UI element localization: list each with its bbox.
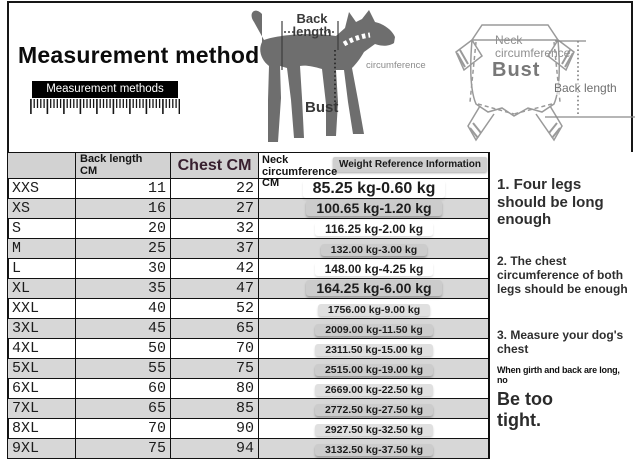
note-chest-circumference: 2. The chest circumference of both legs should be enough (497, 254, 628, 296)
garment-outline-icon (450, 4, 635, 150)
garment-neck-label-line2: circumference (495, 46, 571, 60)
weight-value: 132.00 kg-3.00 kg (321, 244, 427, 256)
size-cell: 7XL (8, 399, 76, 419)
table-row (8, 179, 490, 199)
back-length-cell: 40 (76, 299, 171, 319)
back-length-cell: 30 (76, 259, 171, 279)
dog-back-label-line1: Back (296, 11, 328, 26)
size-cell: XS (8, 199, 76, 219)
size-cell: XXS (8, 179, 76, 199)
chest-cell: 52 (171, 299, 259, 319)
table-row (8, 319, 490, 339)
size-cell: XL (8, 279, 76, 299)
chest-cell: 22 (171, 179, 259, 199)
weight-cell (259, 199, 490, 219)
note-measure-chest: 3. Measure your dog's chest (497, 328, 624, 357)
table-row (8, 279, 490, 299)
size-cell: S (8, 219, 76, 239)
table-row (8, 239, 490, 259)
weight-cell (259, 339, 490, 359)
weight-value: 85.25 kg-0.60 kg (303, 180, 446, 198)
back-length-cell: 50 (76, 339, 171, 359)
weight-cell (259, 239, 490, 259)
neck-header-line1: Neck (262, 154, 289, 166)
weight-cell (259, 419, 490, 439)
dog-neck-circumference-label: circumference (366, 60, 426, 71)
weight-value: 164.25 kg-6.00 kg (306, 280, 441, 296)
table-row (8, 199, 490, 219)
chest-cell: 70 (171, 339, 259, 359)
chest-cell: 80 (171, 379, 259, 399)
weight-cell (259, 259, 490, 279)
dog-bust-label: Bust (305, 99, 339, 116)
chest-cell: 32 (171, 219, 259, 239)
chest-cell: 47 (171, 279, 259, 299)
size-cell: XXL (8, 299, 76, 319)
table-row (8, 439, 490, 459)
size-cell: 9XL (8, 439, 76, 459)
back-length-cell: 60 (76, 379, 171, 399)
back-length-cell: 11 (76, 179, 171, 199)
garment-bust-label: Bust (492, 59, 541, 81)
back-length-cell: 35 (76, 279, 171, 299)
chest-cell: 37 (171, 239, 259, 259)
neck-circumference-column-header (262, 155, 338, 190)
table-header-row (8, 153, 490, 179)
size-column-header (8, 153, 76, 179)
table-row (8, 399, 490, 419)
back-length-cell: 25 (76, 239, 171, 259)
measurement-methods-badge: Measurement methods (32, 81, 178, 98)
fitting-notes-panel (488, 152, 633, 458)
weight-cell (259, 219, 490, 239)
garment-back-length-label: Back length (554, 81, 617, 95)
dog-back-length-label (283, 12, 341, 38)
weight-value: 100.65 kg-1.20 kg (306, 200, 441, 216)
weight-cell (259, 379, 490, 399)
page-title: Measurement method (18, 42, 260, 68)
back-length-cell: 55 (76, 359, 171, 379)
back-length-header-line2: CM (80, 164, 98, 177)
chest-column-header: Chest CM (171, 153, 259, 179)
table-row (8, 219, 490, 239)
weight-value: 3132.50 kg-37.50 kg (315, 444, 433, 456)
weight-cell (259, 359, 490, 379)
neck-header-line3: CM (262, 177, 280, 189)
weight-value: 148.00 kg-4.25 kg (315, 262, 434, 276)
back-length-cell: 45 (76, 319, 171, 339)
size-cell: M (8, 239, 76, 259)
weight-value: 116.25 kg-2.00 kg (315, 222, 433, 236)
note-four-legs: 1. Four legs should be long enough (497, 176, 604, 229)
back-length-cell: 70 (76, 419, 171, 439)
dog-back-label-line2: length (292, 24, 332, 39)
note-girth-back: When girth and back are long, no (497, 365, 620, 386)
chest-cell: 90 (171, 419, 259, 439)
chest-cell: 65 (171, 319, 259, 339)
back-length-header-line1: Back length (80, 153, 143, 165)
table-row (8, 379, 490, 399)
weight-cell (259, 399, 490, 419)
back-length-cell: 20 (76, 219, 171, 239)
size-cell: 8XL (8, 419, 76, 439)
back-length-column-header (76, 153, 171, 179)
weight-cell (259, 279, 490, 299)
table-row (8, 259, 490, 279)
weight-cell (259, 439, 490, 459)
chest-cell: 27 (171, 199, 259, 219)
chest-cell: 85 (171, 399, 259, 419)
size-cell: 4XL (8, 339, 76, 359)
table-row (8, 359, 490, 379)
ruler-icon (30, 99, 180, 115)
weight-value: 2669.00 kg-22.50 kg (315, 384, 433, 396)
table-row (8, 299, 490, 319)
note-be-too-tight: Be too tight. (497, 389, 553, 431)
table-row (8, 419, 490, 439)
weight-value: 2009.00 kg-11.50 kg (315, 324, 433, 336)
size-cell: 3XL (8, 319, 76, 339)
dog-silhouette-icon (248, 4, 448, 150)
size-cell: L (8, 259, 76, 279)
chest-cell: 75 (171, 359, 259, 379)
back-length-cell: 16 (76, 199, 171, 219)
chest-cell: 94 (171, 439, 259, 459)
weight-value: 2311.50 kg-15.00 kg (315, 344, 433, 356)
weight-column-header: Weight Reference Information (333, 157, 487, 172)
weight-cell (259, 319, 490, 339)
chest-cell: 42 (171, 259, 259, 279)
back-length-cell: 65 (76, 399, 171, 419)
table-row (8, 339, 490, 359)
garment-neck-label-line1: Neck (495, 33, 523, 47)
weight-cell (259, 299, 490, 319)
weight-value: 2927.50 kg-32.50 kg (315, 424, 433, 436)
neck-header-line2: circumference (262, 165, 338, 178)
size-table (7, 152, 490, 459)
weight-value: 2772.50 kg-27.50 kg (315, 404, 433, 416)
size-cell: 5XL (8, 359, 76, 379)
size-cell: 6XL (8, 379, 76, 399)
garment-neck-circumference-label (495, 34, 570, 60)
weight-value: 1756.00 kg-9.00 kg (318, 304, 430, 316)
back-length-cell: 75 (76, 439, 171, 459)
weight-value: 2515.00 kg-19.00 kg (315, 364, 433, 376)
